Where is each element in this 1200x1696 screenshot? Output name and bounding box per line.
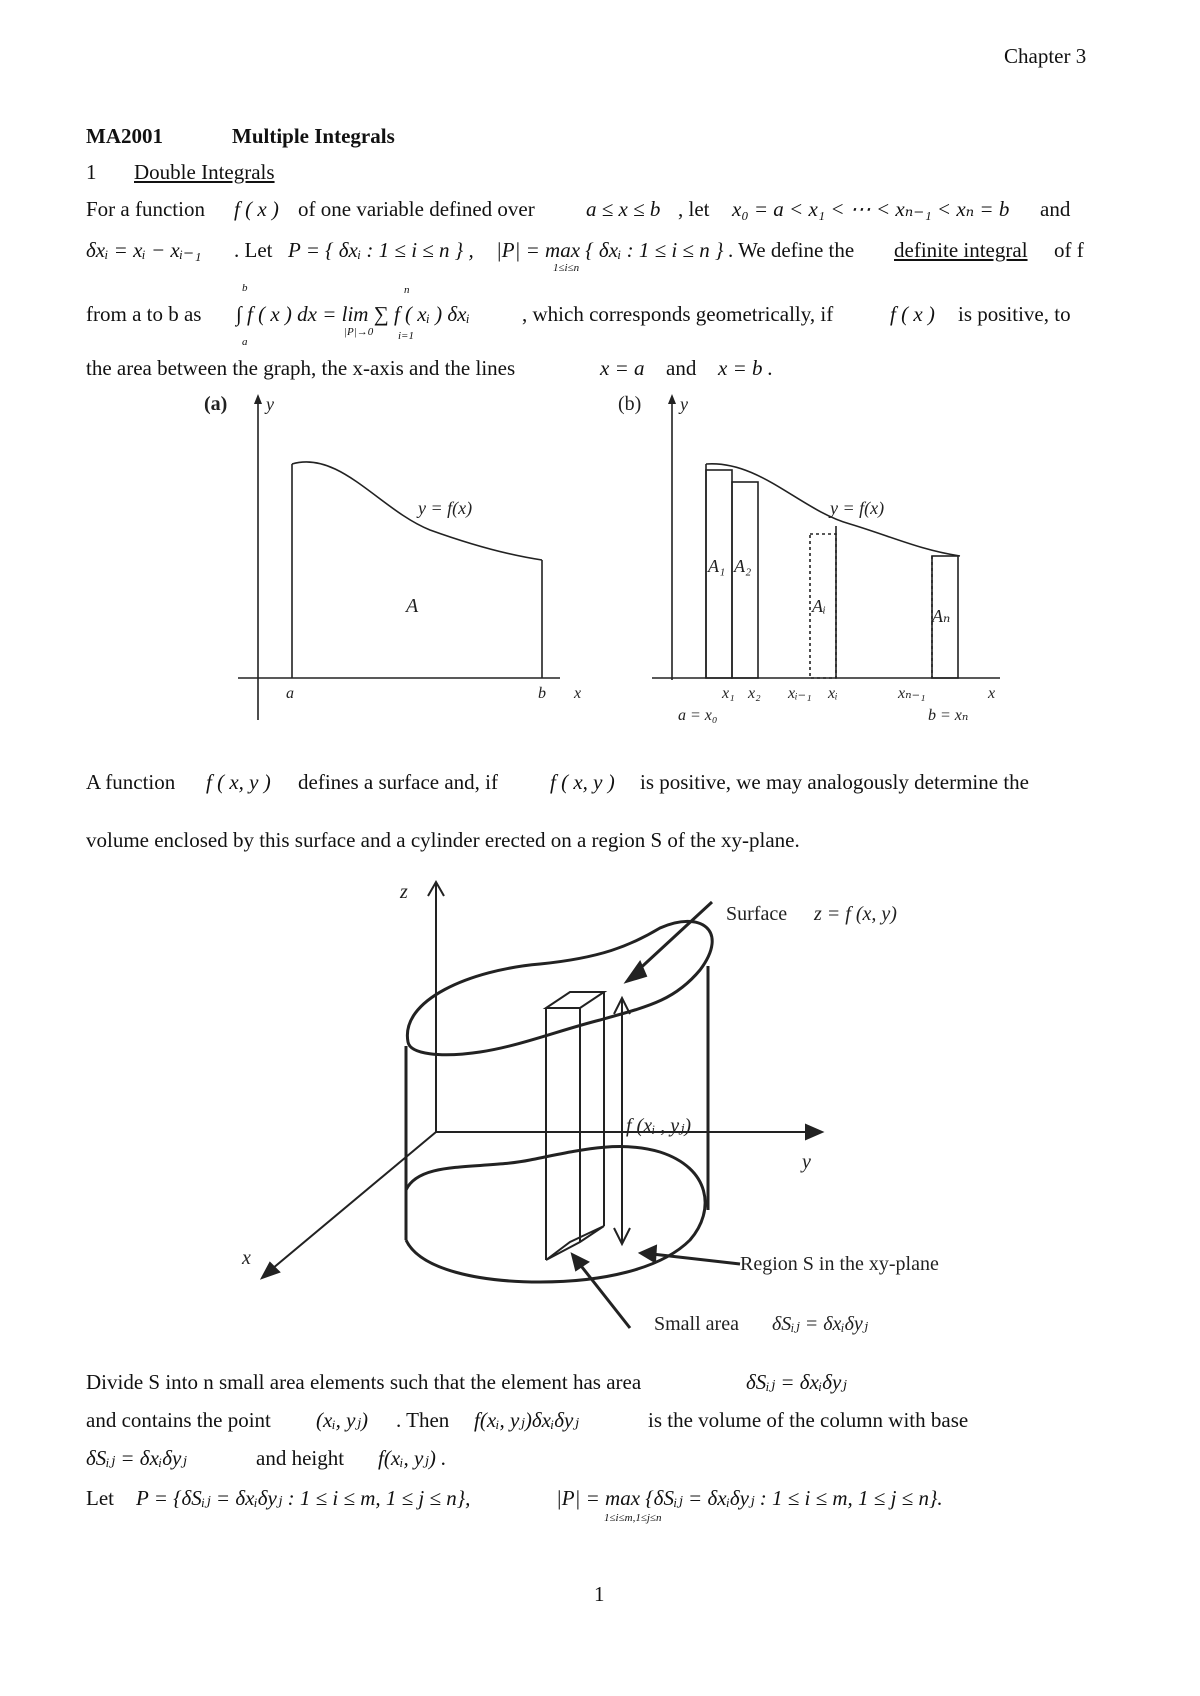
sum-upper-limit: n	[404, 284, 410, 296]
fig2-surface-arrow	[634, 902, 712, 974]
fig-b-rect-2	[732, 482, 758, 678]
para2-fxy: f ( x, y )	[206, 770, 271, 794]
para2-line2: volume enclosed by this surface and a cylinder erected on a region S of the xy-plane.	[86, 828, 800, 852]
para3-base-eq: δSᵢⱼ = δxᵢδyⱼ	[86, 1446, 187, 1470]
fig-b-x2-label: x₂	[748, 685, 761, 702]
para1-line3-text-b: , which corresponds geometrically, if	[522, 302, 834, 326]
integral-lower-limit: a	[242, 336, 248, 348]
fig2-y-label: y	[802, 1151, 811, 1173]
para1-line4-and: and	[666, 356, 697, 380]
para3-partition-set: P = {δSᵢⱼ = δxᵢδyⱼ : 1 ≤ i ≤ m, 1 ≤ j ≤ n},	[136, 1486, 471, 1510]
para3-area-eq: δSᵢⱼ = δxᵢδyⱼ	[746, 1370, 847, 1394]
fig2-region-arrowhead	[640, 1246, 656, 1262]
fig2-height-label: f (xᵢ , yⱼ)	[626, 1115, 692, 1137]
page-title: Multiple Integrals	[232, 124, 395, 148]
para2-line1-text-c: is positive, we may analogously determine the	[640, 770, 1029, 794]
limit-subscript: |P|→0	[344, 326, 374, 338]
para1-partition-set: P = { δxᵢ : 1 ≤ i ≤ n } ,	[288, 238, 474, 262]
fig-b-xim1-label: xᵢ₋₁	[788, 685, 812, 702]
para1-delta-x: δxᵢ = xᵢ − xᵢ₋₁	[86, 238, 202, 262]
para1-norm: |P| = max { δxᵢ : 1 ≤ i ≤ n }	[496, 238, 724, 262]
para1-define-a: . We define the	[728, 238, 855, 262]
para2-line1-text-b: defines a surface and, if	[298, 770, 498, 794]
fig-a-a-label: a	[286, 685, 294, 702]
para2-fxy-2: f ( x, y )	[550, 770, 615, 794]
course-code: MA2001	[86, 124, 163, 148]
para3-let: Let	[86, 1486, 114, 1510]
fig-a-curve-label: y = f(x)	[418, 498, 473, 518]
fig2-region-label: Region S in the xy-plane	[740, 1253, 939, 1275]
line-x-eq-b: x = b .	[718, 356, 773, 380]
fig2-surface-label: Surface	[726, 903, 788, 925]
fig-b-xi-label: xᵢ	[828, 685, 838, 702]
fig-a-curve	[292, 462, 542, 560]
fig2-y-arrow	[806, 1125, 822, 1139]
fig-b-curve-label: y = f(x)	[830, 498, 885, 518]
para3-line1-text: Divide S into n small area elements such that the element has area	[86, 1370, 642, 1394]
figure-double-integral-volume	[0, 870, 1200, 1340]
para2-line1-text-a: A function	[86, 770, 176, 794]
fig-a-y-label: y	[266, 394, 274, 414]
para3-norm: |P| = max {δSᵢⱼ = δxᵢδyⱼ : 1 ≤ i ≤ m, 1 ≤ j ≤ n}.	[556, 1486, 943, 1510]
para3-height: f(xᵢ, yⱼ) .	[378, 1446, 447, 1470]
fig-b-a-eq-label: a = x₀	[678, 707, 718, 724]
fig-b-y-label: y	[680, 394, 688, 414]
fig2-top-surface	[407, 921, 712, 1054]
fig-label-b: (b)	[618, 393, 642, 415]
para3-point: (xᵢ, yⱼ)	[316, 1408, 368, 1432]
fig2-small-area-arrowhead	[572, 1254, 588, 1270]
para1-fx: f ( x )	[234, 197, 279, 221]
fig-a-area-label: A	[406, 595, 419, 617]
fig2-small-area-eq: δSᵢⱼ = δxᵢδyⱼ	[772, 1313, 869, 1335]
chapter-label: Chapter 3	[1004, 44, 1087, 68]
page-number: 1	[594, 1582, 605, 1606]
fig-label-a: (a)	[204, 393, 228, 415]
para1-define-b: of f	[1054, 238, 1084, 262]
fig-a-y-arrow	[254, 394, 262, 404]
para1-partition: x₀ = a < x₁ < ⋯ < xₙ₋₁ < xₙ = b	[732, 197, 1010, 221]
sum-lower-limit: i=1	[398, 330, 414, 342]
fig2-z-label: z	[400, 881, 408, 903]
fig-b-x1-label: x₁	[722, 685, 735, 702]
line-x-eq-a: x = a	[600, 356, 645, 380]
fig-a-x-label: x	[574, 685, 582, 702]
section-title: Double Integrals	[134, 160, 275, 184]
integral-definition: ∫ f ( x ) dx = lim ∑ f ( xᵢ ) δxᵢ	[236, 302, 470, 326]
fig-b-An-label: Aₙ	[932, 606, 951, 626]
fig2-x-label: x	[242, 1247, 251, 1269]
fig-b-A2-label: A₂	[734, 556, 752, 576]
para3-then: . Then	[396, 1408, 450, 1432]
para1-and: and	[1040, 197, 1071, 221]
fig-b-b-eq-label: b = xₙ	[928, 707, 969, 724]
fig-b-A1-label: A₁	[708, 556, 726, 576]
fig-b-x-label: x	[988, 685, 996, 702]
definite-integral-term: definite integral	[894, 238, 1028, 262]
para1-from-a-to-b: from a to b as	[86, 302, 202, 326]
para1-line3-text-c: is positive, to	[958, 302, 1071, 326]
fig-b-y-arrow	[668, 394, 676, 404]
para1-line1-text-b: of one variable defined over	[298, 197, 535, 221]
integral-upper-limit: b	[242, 282, 248, 294]
para1-line4-text: the area between the graph, the x-axis and the lines	[86, 356, 516, 380]
section-number: 1	[86, 160, 97, 184]
fig2-x-axis	[266, 1132, 436, 1274]
para1-max-subscript: 1≤i≤n	[553, 262, 580, 274]
para1-line1-text-a: For a function	[86, 197, 205, 221]
fig2-surface-eq: z = f (x, y)	[814, 903, 897, 925]
para3-column-volume: f(xᵢ, yⱼ)δxᵢδyⱼ	[474, 1408, 579, 1432]
fig-a-b-label: b	[538, 685, 546, 702]
fig-b-xnm1-label: xₙ₋₁	[898, 685, 926, 702]
para1-range: a ≤ x ≤ b	[586, 197, 661, 221]
para1-fx-2: f ( x )	[890, 302, 935, 326]
para1-let: . Let	[234, 238, 273, 262]
figure-riemann-sum	[0, 390, 1200, 740]
para3-line2-text-c: is the volume of the column with base	[648, 1408, 969, 1432]
fig-b-Ai-label: Aᵢ	[812, 596, 826, 616]
fig2-column-top	[546, 992, 604, 1008]
para3-max-subscript: 1≤i≤m,1≤j≤n	[604, 1512, 662, 1524]
fig2-base-region	[406, 1147, 705, 1282]
para1-line1-text-c: , let	[678, 197, 710, 221]
para3-line2-text-a: and contains the point	[86, 1408, 271, 1432]
fig2-small-area-label: Small area	[654, 1313, 739, 1335]
para3-and-height: and height	[256, 1446, 345, 1470]
